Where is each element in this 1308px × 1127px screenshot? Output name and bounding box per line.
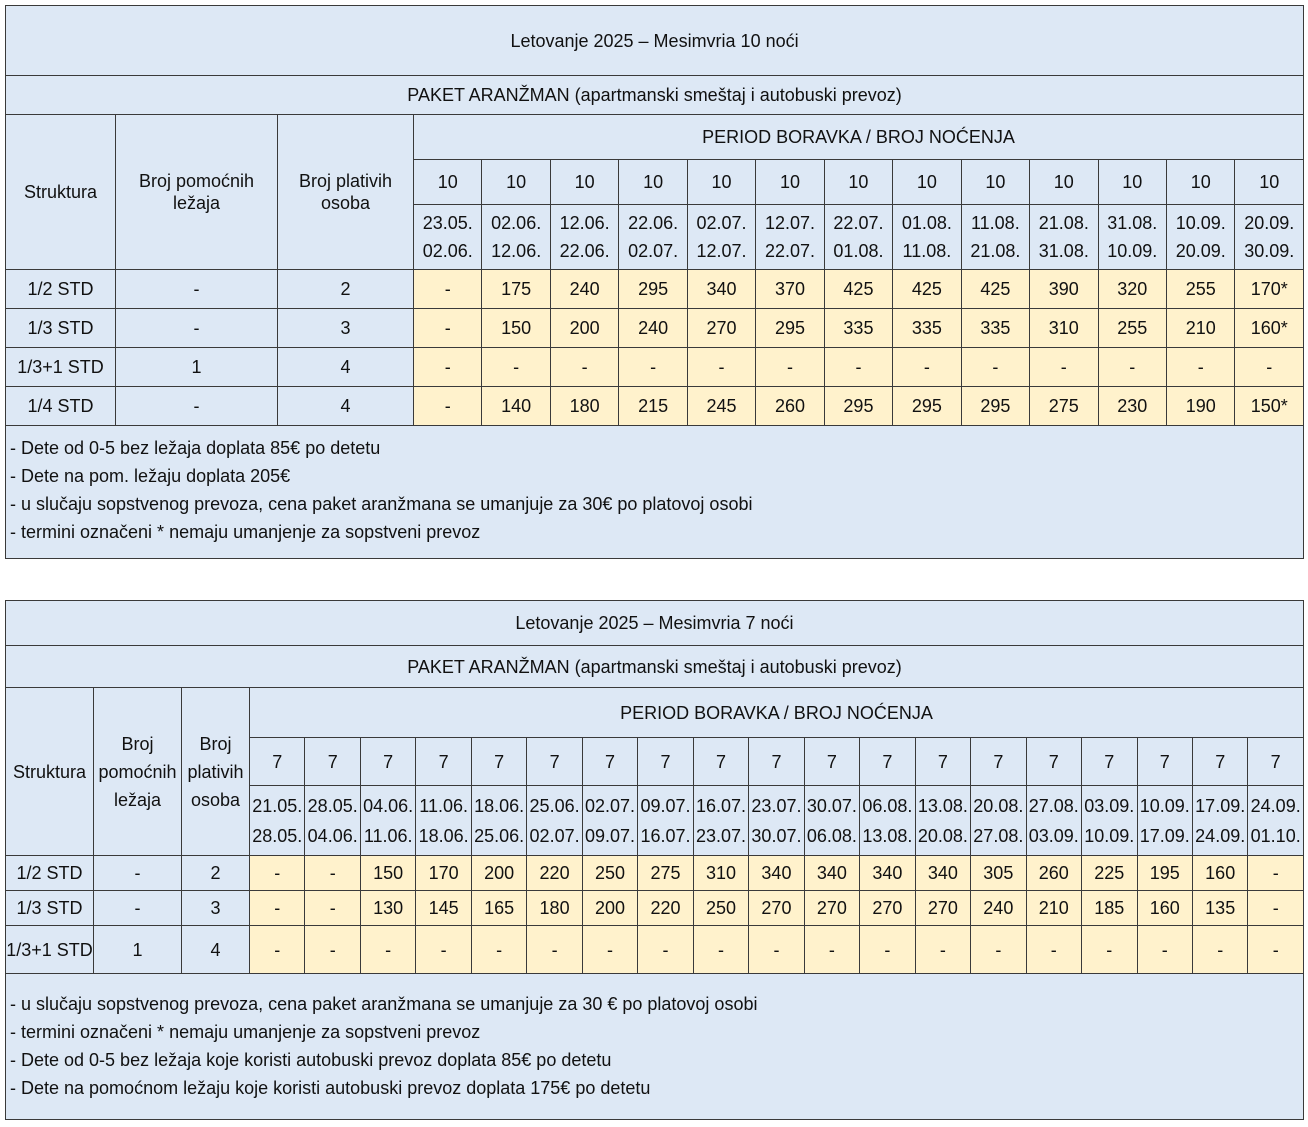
date-range-cell xyxy=(1192,786,1247,856)
nights-cell: 7 xyxy=(915,738,970,786)
date-from: 21.05. xyxy=(252,795,303,816)
date-from: 11.08. xyxy=(970,213,1020,233)
paying-persons-cell: 2 xyxy=(278,270,414,309)
table-row xyxy=(6,387,1304,426)
date-from: 22.07. xyxy=(833,213,884,233)
price-cell: 220 xyxy=(527,856,582,891)
date-to: 18.06. xyxy=(418,825,469,846)
nights-cell: 10 xyxy=(550,160,618,205)
date-from: 01.08. xyxy=(901,213,952,233)
note-line: - Dete na pom. ležaju doplata 205€ xyxy=(10,466,291,486)
note-line: - u slučaju sopstvenog prevoza, cena paket aranžmana se umanjuje za 30€ po platovoj osobi xyxy=(10,494,753,514)
date-to: 01.10. xyxy=(1250,825,1301,846)
price-cell: 180 xyxy=(550,387,618,426)
date-to: 21.08. xyxy=(970,241,1021,261)
date-to: 22.06. xyxy=(559,241,610,261)
date-to: 02.07. xyxy=(529,825,580,846)
date-range-cell xyxy=(1026,786,1081,856)
date-range-cell xyxy=(1166,205,1234,270)
date-to: 27.08. xyxy=(973,825,1024,846)
price-cell: 230 xyxy=(1098,387,1166,426)
price-cell: - xyxy=(1248,891,1304,926)
header-period: PERIOD BORAVKA / BROJ NOĆENJA xyxy=(250,688,1304,738)
header-period: PERIOD BORAVKA / BROJ NOĆENJA xyxy=(414,115,1304,160)
table-title: Letovanje 2025 – Mesimvria 10 noći xyxy=(6,6,1304,76)
date-range-cell xyxy=(971,786,1026,856)
date-to: 13.08. xyxy=(862,825,913,846)
price-cell: - xyxy=(860,926,915,974)
price-cell: 170* xyxy=(1235,270,1304,309)
header-plativih-osoba: Broj plativih osoba xyxy=(278,115,414,270)
price-cell: 270 xyxy=(687,309,755,348)
price-cell: - xyxy=(360,926,415,974)
table1-grid xyxy=(5,5,1304,559)
date-from: 12.07. xyxy=(764,213,816,233)
nights-cell: 10 xyxy=(687,160,755,205)
price-cell: - xyxy=(749,926,804,974)
price-cell: 220 xyxy=(638,891,693,926)
price-cell: 335 xyxy=(893,309,961,348)
header-pomocnih-lezaja: Broj pomoćnih ležaja xyxy=(116,115,278,270)
price-cell: 340 xyxy=(860,856,915,891)
price-cell: 135 xyxy=(1192,891,1247,926)
date-to: 24.09. xyxy=(1195,825,1246,846)
date-from: 17.09. xyxy=(1195,795,1246,816)
date-range-cell xyxy=(638,786,693,856)
price-cell: 390 xyxy=(1030,270,1098,309)
nights-cell: 7 xyxy=(638,738,693,786)
price-cell: 310 xyxy=(693,856,748,891)
date-range-cell xyxy=(482,205,550,270)
table-row xyxy=(6,856,1304,891)
nights-cell: 10 xyxy=(1235,160,1304,205)
nights-cell: 7 xyxy=(416,738,471,786)
nights-cell: 7 xyxy=(250,738,305,786)
nights-cell: 7 xyxy=(971,738,1026,786)
date-to: 10.09. xyxy=(1084,825,1135,846)
price-cell: 270 xyxy=(804,891,859,926)
price-cell: 425 xyxy=(961,270,1029,309)
date-to: 22.07. xyxy=(764,241,816,261)
date-to: 25.06. xyxy=(474,825,525,846)
price-cell: 225 xyxy=(1082,856,1137,891)
price-cell: - xyxy=(804,926,859,974)
price-cell: - xyxy=(414,309,482,348)
price-cell: 295 xyxy=(893,387,961,426)
header-pomocnih-lezaja: Broj pomoćnih ležaja xyxy=(94,688,182,856)
price-cell: 130 xyxy=(360,891,415,926)
date-range-cell xyxy=(915,786,970,856)
price-cell: - xyxy=(305,856,360,891)
price-cell: - xyxy=(1248,926,1304,974)
nights-cell: 10 xyxy=(824,160,892,205)
paying-persons-cell: 4 xyxy=(278,348,414,387)
date-to: 16.07. xyxy=(640,825,691,846)
date-range-cell xyxy=(860,786,915,856)
date-range-cell xyxy=(893,205,961,270)
price-table-7-nights xyxy=(5,600,1303,1120)
price-cell: 170 xyxy=(416,856,471,891)
date-from: 20.08. xyxy=(973,795,1024,816)
date-from: 10.09. xyxy=(1139,795,1190,816)
price-cell: - xyxy=(416,926,471,974)
structure-cell: 1/3+1 STD xyxy=(6,926,94,974)
price-cell: 335 xyxy=(961,309,1029,348)
nights-cell: 7 xyxy=(305,738,360,786)
nights-cell: 10 xyxy=(1030,160,1098,205)
price-cell: 295 xyxy=(756,309,824,348)
table-subtitle: PAKET ARANŽMAN (apartmanski smeštaj i autobuski prevoz) xyxy=(6,646,1304,688)
price-cell: 150 xyxy=(482,309,550,348)
date-from: 02.07. xyxy=(585,795,636,816)
date-range-cell xyxy=(1030,205,1098,270)
date-from: 30.07. xyxy=(806,795,857,816)
price-cell: - xyxy=(1192,926,1247,974)
table-row xyxy=(6,270,1304,309)
date-from: 27.08. xyxy=(1028,795,1079,816)
table-subtitle: PAKET ARANŽMAN (apartmanski smeštaj i autobuski prevoz) xyxy=(6,76,1304,115)
price-cell: 250 xyxy=(582,856,637,891)
price-cell: 160* xyxy=(1235,309,1304,348)
date-from: 11.06. xyxy=(419,795,468,816)
date-to: 12.06. xyxy=(491,241,542,261)
table-row xyxy=(6,348,1304,387)
price-cell: 340 xyxy=(804,856,859,891)
structure-cell: 1/2 STD xyxy=(6,270,116,309)
date-range-cell xyxy=(416,786,471,856)
price-cell: - xyxy=(250,891,305,926)
price-cell: 305 xyxy=(971,856,1026,891)
paying-persons-cell: 4 xyxy=(278,387,414,426)
price-cell: 150 xyxy=(360,856,415,891)
date-from: 12.06. xyxy=(559,213,610,233)
nights-cell: 10 xyxy=(961,160,1029,205)
date-range-cell xyxy=(305,786,360,856)
date-from: 25.06. xyxy=(529,795,580,816)
date-from: 21.08. xyxy=(1038,213,1089,233)
price-cell: 240 xyxy=(619,309,687,348)
price-cell: 215 xyxy=(619,387,687,426)
price-cell: 200 xyxy=(471,856,526,891)
nights-cell: 7 xyxy=(749,738,804,786)
price-cell: - xyxy=(250,856,305,891)
price-cell: - xyxy=(414,387,482,426)
table-row xyxy=(6,926,1304,974)
price-cell: 210 xyxy=(1026,891,1081,926)
date-from: 13.08. xyxy=(917,795,968,816)
date-range-cell xyxy=(414,205,482,270)
price-cell: - xyxy=(550,348,618,387)
date-from: 02.06. xyxy=(491,213,542,233)
price-cell: - xyxy=(1082,926,1137,974)
price-cell: 295 xyxy=(961,387,1029,426)
price-cell: 175 xyxy=(482,270,550,309)
date-from: 18.06. xyxy=(474,795,525,816)
date-to: 31.08. xyxy=(1038,241,1089,261)
price-cell: 195 xyxy=(1137,856,1192,891)
date-from: 10.09. xyxy=(1175,213,1226,233)
nights-cell: 10 xyxy=(1098,160,1166,205)
price-cell: 145 xyxy=(416,891,471,926)
table-title: Letovanje 2025 – Mesimvria 7 noći xyxy=(6,601,1304,646)
nights-cell: 7 xyxy=(1137,738,1192,786)
header-struktura: Struktura xyxy=(6,688,94,856)
price-cell: - xyxy=(1235,348,1304,387)
date-range-cell xyxy=(550,205,618,270)
price-cell: 180 xyxy=(527,891,582,926)
structure-cell: 1/3 STD xyxy=(6,309,116,348)
nights-cell: 7 xyxy=(1192,738,1247,786)
price-cell: 200 xyxy=(582,891,637,926)
header-struktura: Struktura xyxy=(6,115,116,270)
price-cell: 240 xyxy=(971,891,1026,926)
price-cell: - xyxy=(619,348,687,387)
nights-cell: 10 xyxy=(756,160,824,205)
date-from: 03.09. xyxy=(1084,795,1135,816)
price-cell: - xyxy=(893,348,961,387)
date-range-cell xyxy=(582,786,637,856)
date-from: 28.05. xyxy=(307,795,358,816)
structure-cell: 1/3 STD xyxy=(6,891,94,926)
price-cell: 340 xyxy=(915,856,970,891)
price-cell: 295 xyxy=(619,270,687,309)
date-range-cell xyxy=(360,786,415,856)
date-from: 02.07. xyxy=(696,213,747,233)
date-range-cell xyxy=(961,205,1029,270)
date-to: 30.07. xyxy=(751,825,802,846)
price-cell: 140 xyxy=(482,387,550,426)
price-cell: - xyxy=(687,348,755,387)
price-cell: 200 xyxy=(550,309,618,348)
price-cell: 320 xyxy=(1098,270,1166,309)
date-to: 23.07. xyxy=(695,825,746,846)
date-from: 04.06. xyxy=(363,795,414,816)
date-range-cell xyxy=(1235,205,1304,270)
date-range-cell xyxy=(1082,786,1137,856)
date-from: 20.09. xyxy=(1244,213,1295,233)
nights-cell: 10 xyxy=(619,160,687,205)
price-cell: - xyxy=(693,926,748,974)
nights-cell: 7 xyxy=(693,738,748,786)
price-cell: 260 xyxy=(756,387,824,426)
price-cell: 260 xyxy=(1026,856,1081,891)
date-from: 06.08. xyxy=(862,795,913,816)
price-cell: - xyxy=(1137,926,1192,974)
date-from: 09.07. xyxy=(640,795,691,816)
note-line: - Dete od 0-5 bez ležaja koje koristi autobuski prevoz doplata 85€ po detetu xyxy=(10,1050,612,1070)
date-to: 28.05. xyxy=(252,825,303,846)
price-cell: 165 xyxy=(471,891,526,926)
price-table-10-nights xyxy=(5,5,1303,559)
price-cell: 340 xyxy=(687,270,755,309)
notes-block xyxy=(6,426,1304,559)
price-cell: 335 xyxy=(824,309,892,348)
date-range-cell xyxy=(471,786,526,856)
nights-cell: 7 xyxy=(582,738,637,786)
date-from: 23.05. xyxy=(422,213,473,233)
price-cell: - xyxy=(961,348,1029,387)
date-range-cell xyxy=(749,786,804,856)
nights-cell: 10 xyxy=(1166,160,1234,205)
date-from: 23.07. xyxy=(751,795,802,816)
nights-cell: 7 xyxy=(360,738,415,786)
price-cell: 425 xyxy=(893,270,961,309)
nights-cell: 7 xyxy=(1026,738,1081,786)
price-cell: 150* xyxy=(1235,387,1304,426)
price-cell: 275 xyxy=(1030,387,1098,426)
price-cell: - xyxy=(305,926,360,974)
price-cell: 310 xyxy=(1030,309,1098,348)
date-range-cell xyxy=(527,786,582,856)
date-to: 12.07. xyxy=(696,241,747,261)
price-cell: - xyxy=(414,348,482,387)
date-to: 20.09. xyxy=(1175,241,1226,261)
date-range-cell xyxy=(250,786,305,856)
price-cell: - xyxy=(1026,926,1081,974)
extra-beds-cell: 1 xyxy=(116,348,278,387)
date-to: 03.09. xyxy=(1028,825,1079,846)
date-from: 24.09. xyxy=(1250,795,1301,816)
price-cell: - xyxy=(915,926,970,974)
note-line: - termini označeni * nemaju umanjenje za sopstveni prevoz xyxy=(10,522,481,542)
price-cell: 245 xyxy=(687,387,755,426)
extra-beds-cell: - xyxy=(116,309,278,348)
price-cell: 160 xyxy=(1137,891,1192,926)
nights-cell: 7 xyxy=(471,738,526,786)
extra-beds-cell: 1 xyxy=(94,926,182,974)
price-cell: - xyxy=(1248,856,1304,891)
price-cell: 270 xyxy=(749,891,804,926)
price-cell: - xyxy=(305,891,360,926)
date-to: 11.06. xyxy=(363,825,413,846)
date-range-cell xyxy=(804,786,859,856)
date-to: 11.08. xyxy=(902,241,952,261)
price-cell: 270 xyxy=(860,891,915,926)
structure-cell: 1/2 STD xyxy=(6,856,94,891)
date-from: 22.06. xyxy=(628,213,679,233)
price-cell: - xyxy=(471,926,526,974)
date-from: 16.07. xyxy=(695,795,746,816)
price-cell: - xyxy=(414,270,482,309)
date-range-cell xyxy=(824,205,892,270)
price-cell: 370 xyxy=(756,270,824,309)
date-to: 02.06. xyxy=(422,241,473,261)
paying-persons-cell: 2 xyxy=(182,856,250,891)
extra-beds-cell: - xyxy=(94,891,182,926)
structure-cell: 1/4 STD xyxy=(6,387,116,426)
price-cell: 250 xyxy=(693,891,748,926)
date-from: 31.08. xyxy=(1107,213,1158,233)
price-cell: 275 xyxy=(638,856,693,891)
nights-cell: 7 xyxy=(527,738,582,786)
date-range-cell xyxy=(1248,786,1304,856)
note-line: - termini označeni * nemaju umanjenje za sopstveni prevoz xyxy=(10,1022,481,1042)
date-to: 01.08. xyxy=(833,241,884,261)
extra-beds-cell: - xyxy=(116,387,278,426)
price-cell: 270 xyxy=(915,891,970,926)
date-to: 20.08. xyxy=(917,825,968,846)
extra-beds-cell: - xyxy=(94,856,182,891)
date-range-cell xyxy=(687,205,755,270)
note-line: - Dete na pomoćnom ležaju koje koristi autobuski prevoz doplata 175€ po detetu xyxy=(10,1078,651,1098)
nights-cell: 10 xyxy=(893,160,961,205)
nights-cell: 7 xyxy=(804,738,859,786)
price-cell: 240 xyxy=(550,270,618,309)
price-cell: - xyxy=(971,926,1026,974)
table-row xyxy=(6,891,1304,926)
notes-block xyxy=(6,974,1304,1120)
date-to: 30.09. xyxy=(1244,241,1295,261)
note-line: - u slučaju sopstvenog prevoza, cena paket aranžmana se umanjuje za 30 € po platovoj osobi xyxy=(10,994,758,1014)
header-plativih-osoba: Broj plativih osoba xyxy=(182,688,250,856)
date-to: 17.09. xyxy=(1139,825,1190,846)
price-cell: 255 xyxy=(1098,309,1166,348)
price-cell: - xyxy=(824,348,892,387)
date-range-cell xyxy=(693,786,748,856)
price-cell: 425 xyxy=(824,270,892,309)
price-cell: - xyxy=(582,926,637,974)
date-range-cell xyxy=(756,205,824,270)
price-cell: 255 xyxy=(1166,270,1234,309)
date-to: 10.09. xyxy=(1107,241,1158,261)
nights-cell: 7 xyxy=(1248,738,1304,786)
paying-persons-cell: 3 xyxy=(182,891,250,926)
structure-cell: 1/3+1 STD xyxy=(6,348,116,387)
price-cell: - xyxy=(1030,348,1098,387)
price-cell: 185 xyxy=(1082,891,1137,926)
table2-grid xyxy=(5,600,1304,1120)
price-cell: 340 xyxy=(749,856,804,891)
price-cell: - xyxy=(1098,348,1166,387)
price-cell: - xyxy=(527,926,582,974)
paying-persons-cell: 3 xyxy=(278,309,414,348)
date-to: 02.07. xyxy=(628,241,679,261)
price-cell: - xyxy=(756,348,824,387)
price-cell: - xyxy=(638,926,693,974)
date-range-cell xyxy=(619,205,687,270)
price-cell: 190 xyxy=(1166,387,1234,426)
date-range-cell xyxy=(1098,205,1166,270)
nights-cell: 7 xyxy=(860,738,915,786)
nights-cell: 10 xyxy=(414,160,482,205)
price-cell: - xyxy=(250,926,305,974)
price-cell: 160 xyxy=(1192,856,1247,891)
price-cell: 210 xyxy=(1166,309,1234,348)
date-to: 04.06. xyxy=(307,825,358,846)
price-cell: - xyxy=(482,348,550,387)
nights-cell: 10 xyxy=(482,160,550,205)
nights-cell: 7 xyxy=(1082,738,1137,786)
price-cell: 295 xyxy=(824,387,892,426)
note-line: - Dete od 0-5 bez ležaja doplata 85€ po detetu xyxy=(10,438,381,458)
date-to: 06.08. xyxy=(806,825,857,846)
price-cell: - xyxy=(1166,348,1234,387)
date-range-cell xyxy=(1137,786,1192,856)
table-row xyxy=(6,309,1304,348)
date-to: 09.07. xyxy=(585,825,636,846)
extra-beds-cell: - xyxy=(116,270,278,309)
paying-persons-cell: 4 xyxy=(182,926,250,974)
